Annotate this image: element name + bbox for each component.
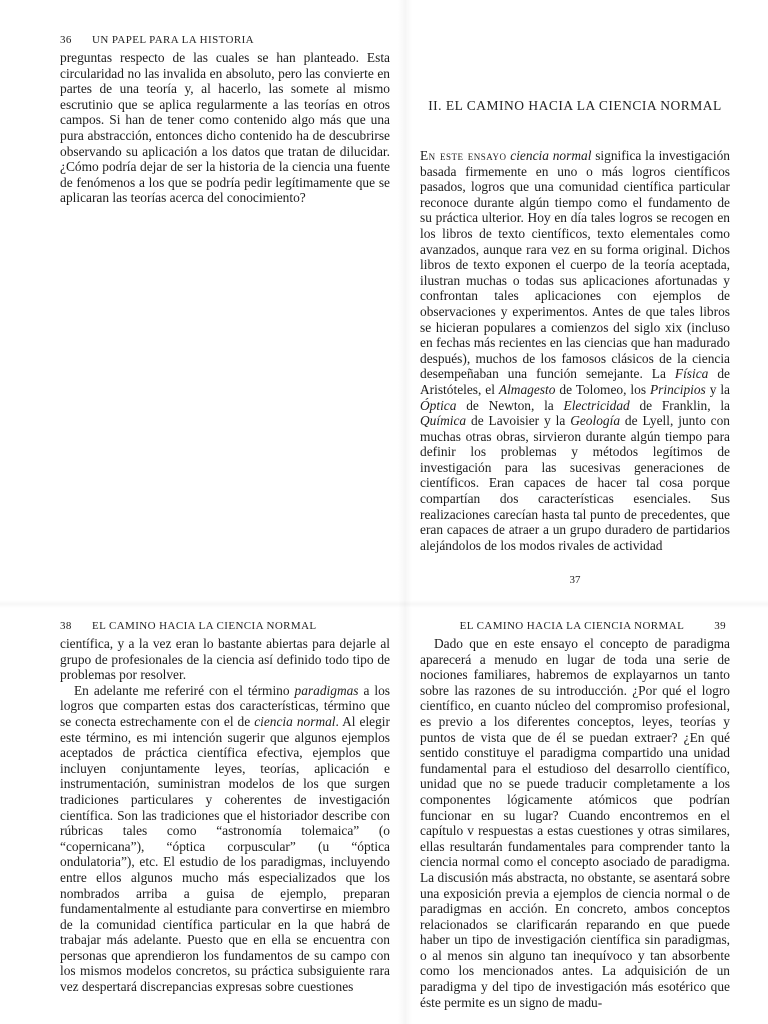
text-run: de Franklin, la bbox=[629, 397, 730, 413]
chapter-heading: II. EL CAMINO HACIA LA CIENCIA NORMAL bbox=[428, 98, 722, 113]
page-36 bbox=[60, 30, 390, 590]
italic-title: Almagesto bbox=[498, 381, 556, 397]
scan-fold-line bbox=[0, 600, 768, 608]
page-39 bbox=[420, 616, 730, 1024]
italic-term: paradigmas bbox=[294, 682, 359, 698]
italic-title: Óptica bbox=[420, 397, 457, 413]
text-run: de Newton, la bbox=[456, 397, 564, 413]
page-38-paragraph-2 bbox=[60, 683, 390, 995]
text-run: de Aristóteles, el bbox=[420, 366, 730, 397]
chapter-lead-in: En este ensayo bbox=[420, 148, 507, 163]
page-number-37: 37 bbox=[569, 574, 581, 586]
page-number-39: 39 bbox=[714, 620, 726, 632]
page-38 bbox=[60, 616, 390, 1024]
italic-title: Principios bbox=[649, 381, 706, 397]
running-head-title-38: EL CAMINO HACIA LA CIENCIA NORMAL bbox=[92, 620, 317, 632]
italic-term: ciencia normal bbox=[254, 713, 336, 729]
text-run: En adelante me referiré con el término bbox=[74, 682, 295, 698]
page-number-38: 38 bbox=[60, 620, 72, 632]
italic-term: ciencia normal bbox=[510, 148, 592, 163]
page-38-paragraph-1: científica, y a la vez eran lo bastante abiertas para dejarle al grupo de profesionales de la ciencia así definido todo tipo de problemas por resolver. bbox=[60, 636, 390, 683]
text-run: de Lyell, junto con muchas otras obras, sirvieron durante algún tiempo para definir los problemas y métodos legítimos de investigación para las sucesivas generaciones de científicos. Eran capaces de hacer tal cosa porque compartían dos características esenciales. Sus realizaciones carecían hasta tal punto de precedentes, que eran capaces de atraer a un grupo duradero de partidarios alejándolos de los modos rivales de actividad bbox=[420, 413, 730, 553]
page-37-body bbox=[420, 148, 730, 553]
page-37 bbox=[420, 30, 730, 590]
running-head-title-39: EL CAMINO HACIA LA CIENCIA NORMAL bbox=[459, 620, 685, 632]
text-run: de Tolomeo, los bbox=[555, 381, 650, 397]
text-run: de Lavoisier y la bbox=[466, 413, 571, 429]
page-36-paragraph: preguntas respecto de las cuales se han planteado. Esta circularidad no las invalida en absoluto, pero las convierte en partes de una teoría y, al hacerlo, las somete al mismo escrutinio que se aplica regularmente a las teorías en otros campos. Si han de tener como contenido algo más que una pura abstracción, entonces dicho contenido ha de descubrirse observando su aplicación a los datos que tratan de dilucidar. ¿Cómo podría dejar de ser la historia de la ciencia una fuente de fenómenos a los que se podría pedir legítimamente que se aplicaran las teorías acerca del conocimiento? bbox=[60, 50, 390, 206]
text-run: . Al elegir este término, es mi intención sugerir que algunos ejemplos aceptados de práctica científica efectiva, ejemplos que incluyen conjuntamente leyes, teorías, aplicación e instrumentación, suministran modelos de los que surgen tradiciones particulares y coherentes de investigación científica. Son las tradiciones que el historiador describe con rúbricas tales como “astronomía tolemaica” (o “copernicana”), “óptica corpuscular” (u “óptica ondulatoria”), etc. El estudio de los paradigmas, incluyendo entre ellos algunos mucho más especializados que los nombrados arriba a guisa de ejemplo, preparan fundamentalmente al estudiante para convertirse en miembro de la comunidad científica particular en la que habrá de trabajar más adelante. Puesto que en ella se encuentra con personas que aprendieron los fundamentos de su campo con los mismos modelos concretos, su práctica subsiguiente rara vez despertará discrepancias expresas sobre cuestiones bbox=[60, 713, 390, 995]
running-head-page-39 bbox=[420, 616, 730, 636]
running-head-page-36 bbox=[60, 30, 390, 50]
italic-title: Geología bbox=[570, 413, 621, 429]
page-number-36: 36 bbox=[60, 34, 72, 46]
page-38-body bbox=[60, 636, 390, 995]
gutter-shadow bbox=[398, 0, 412, 1024]
page-36-body bbox=[60, 50, 390, 206]
text-run: y la bbox=[705, 381, 730, 397]
running-head-page-37-blank bbox=[420, 30, 730, 50]
running-head-page-38 bbox=[60, 616, 390, 636]
italic-title: Electricidad bbox=[563, 397, 630, 413]
page-39-paragraph: Dado que en este ensayo el concepto de paradigma aparecerá a menudo en lugar de toda una serie de nociones familiares, habremos de explayarnos un tanto sobre las razones de su introducción. ¿Por qué el logro científico, en cuanto núcleo del compromiso profesional, es previo a los diferentes conceptos, leyes, teorías y puntos de vista que de él se puedan extraer? ¿En qué sentido constituye el paradigma compartido una unidad fundamental para el estudioso del desarrollo científico, unidad que no se puede traducir completamente a los componentes lógicamente atómicos que podrían funcionar en su lugar? Cuando encontremos en el capítulo v respuestas a estas cuestiones y otras similares, ellas resultarán fundamentales para comprender tanto la ciencia normal como el concepto asociado de paradigma. La discusión más abstracta, no obstante, se asentará sobre una exposición previa a ejemplos de ciencia normal o de paradigmas en acción. En concreto, ambos conceptos relacionados se clarificarán reparando en que puede haber un tipo de investigación científica sin paradigmas, o al menos sin alguno tan inequívoco y tan absorbente como los mencionados antes. La adquisición de un paradigma y del tipo de investigación más esotérico que éste permite es un signo de madu- bbox=[420, 636, 730, 1010]
page-39-body bbox=[420, 636, 730, 1010]
text-run: significa la investigación basada firmemente en uno o más logros científicos pasados, logros que una comunidad científica particular reconoce durante algún tiempo como el fundamento de su práctica ulterior. Hoy en día tales logros se recogen en los libros de texto científicos, texto elementales como avanzados, aunque rara vez en su forma original. Dichos libros de texto exponen el cuerpo de la teoría aceptada, ilustran muchas o todas sus aplicaciones afortunadas y confrontan tales aplicaciones con ejemplos de observaciones y experimentos. Antes de que tales libros se hicieran populares a comienzos del siglo xix (incluso en fechas más recientes en las ciencias que han madurado después), muchos de los famosos clásicos de la ciencia desempeñaban una función semejante. La bbox=[420, 148, 730, 382]
text-run: a los logros que comparten estas dos características, término que se conecta estrechamente con el de bbox=[60, 682, 390, 729]
running-head-title-36: UN PAPEL PARA LA HISTORIA bbox=[92, 34, 255, 46]
page-37-paragraph bbox=[420, 148, 730, 553]
italic-title: Física bbox=[674, 366, 709, 382]
italic-title: Química bbox=[420, 413, 467, 429]
